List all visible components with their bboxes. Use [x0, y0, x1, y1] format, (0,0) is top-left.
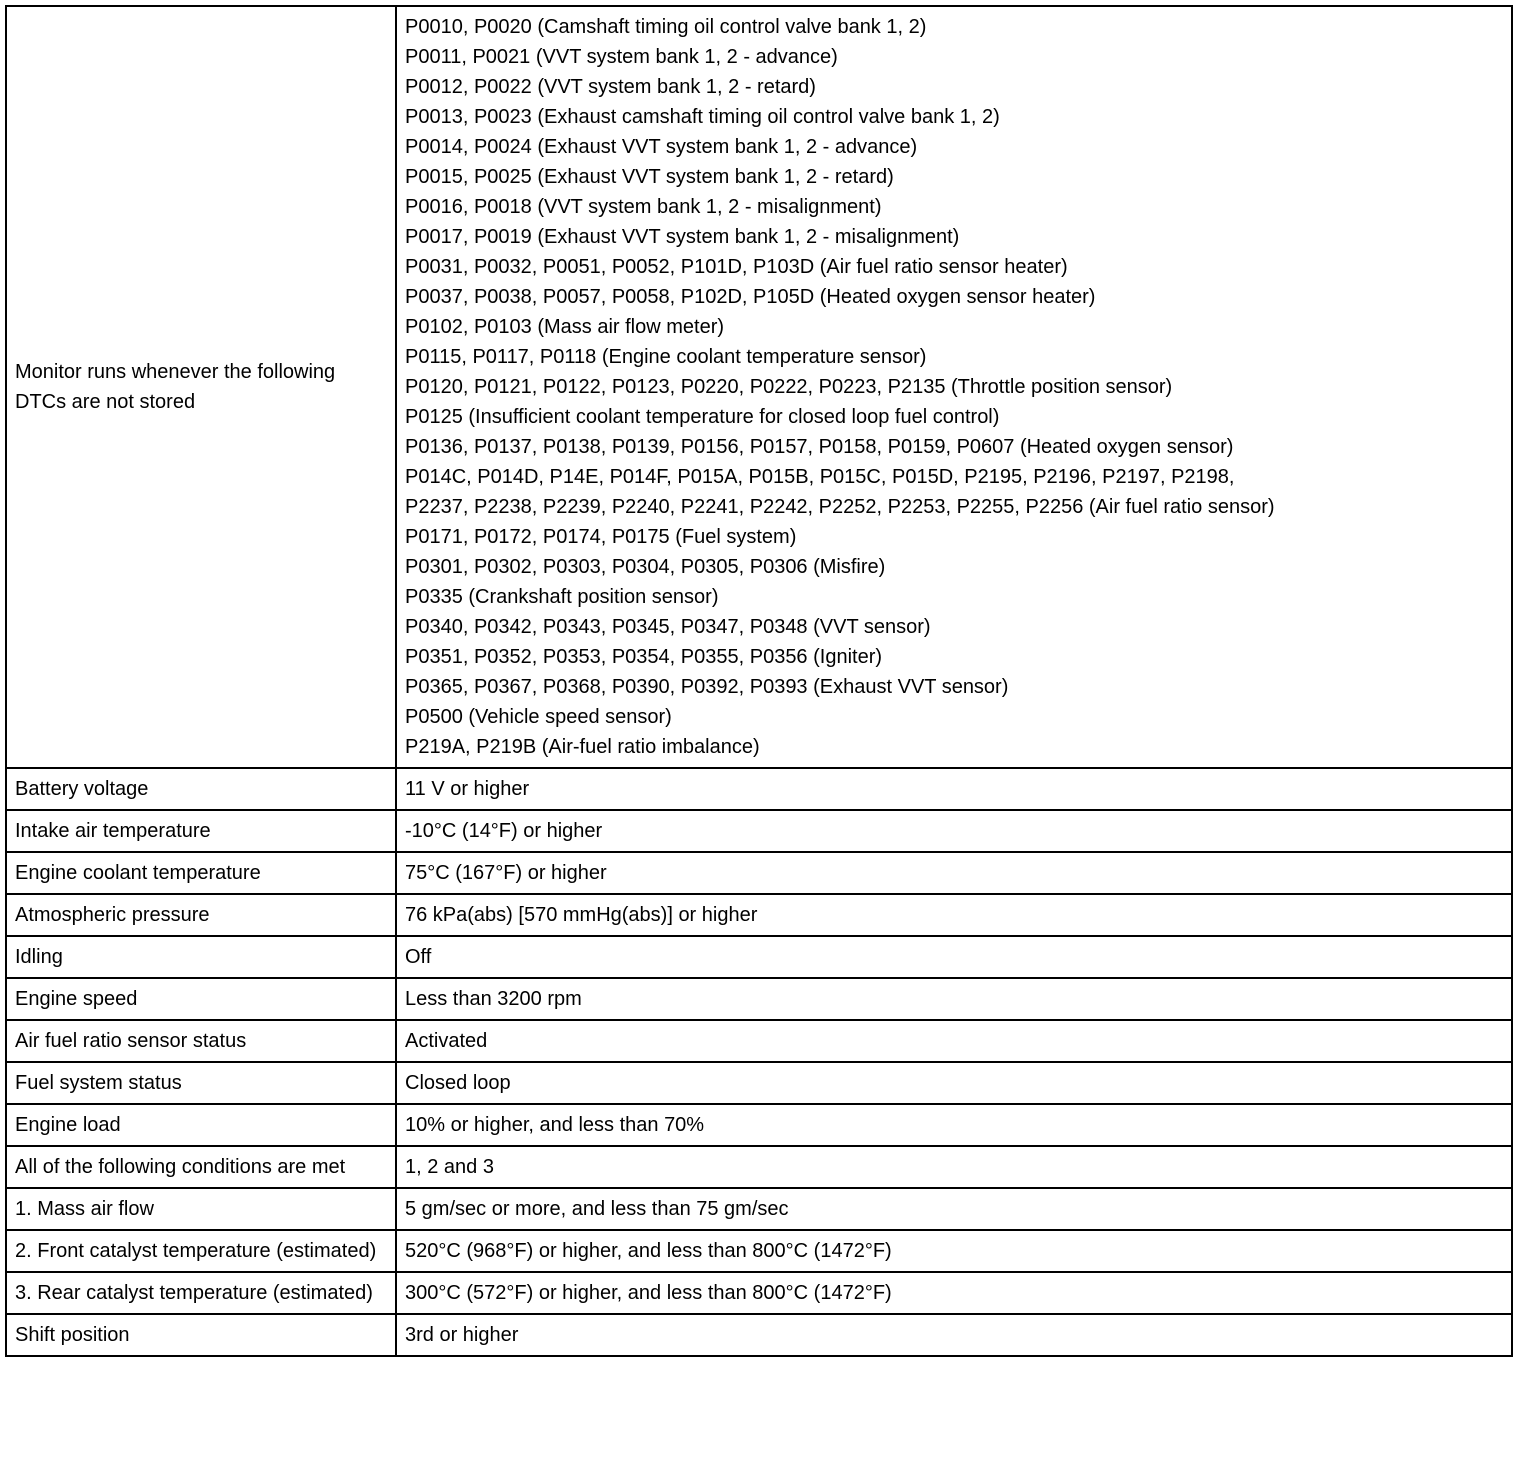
condition-value-cell — [396, 852, 1512, 894]
table-row — [6, 978, 1512, 1020]
condition-label-cell: Engine speed — [6, 978, 396, 1020]
conditions-table-body — [6, 6, 1512, 1356]
conditions-table — [5, 5, 1513, 1357]
table-row — [6, 1104, 1512, 1146]
value-line: Off — [405, 946, 432, 968]
condition-label-cell: Battery voltage — [6, 768, 396, 810]
condition-label-cell: Fuel system status — [6, 1062, 396, 1104]
value-line: P0301, P0302, P0303, P0304, P0305, P0306 (Misfire) — [405, 556, 886, 578]
value-line: P0171, P0172, P0174, P0175 (Fuel system) — [405, 526, 797, 548]
table-row — [6, 1230, 1512, 1272]
value-line: P0136, P0137, P0138, P0139, P0156, P0157, P0158, P0159, P0607 (Heated oxygen sensor) — [405, 436, 1234, 458]
condition-label-cell: 1. Mass air flow — [6, 1188, 396, 1230]
value-line: 520°C (968°F) or higher, and less than 800°C (1472°F) — [405, 1240, 892, 1262]
value-line: P0010, P0020 (Camshaft timing oil control valve bank 1, 2) — [405, 16, 927, 38]
condition-value-cell — [396, 6, 1512, 768]
value-line: 1, 2 and 3 — [405, 1156, 494, 1178]
value-line: 10% or higher, and less than 70% — [405, 1114, 705, 1136]
value-line: P0015, P0025 (Exhaust VVT system bank 1, 2 - retard) — [405, 166, 894, 188]
value-line: Closed loop — [405, 1072, 511, 1094]
value-line: P0335 (Crankshaft position sensor) — [405, 586, 719, 608]
table-row — [6, 810, 1512, 852]
value-line: P0031, P0032, P0051, P0052, P101D, P103D (Air fuel ratio sensor heater) — [405, 256, 1068, 278]
value-line: P0125 (Insufficient coolant temperature for closed loop fuel control) — [405, 406, 1000, 428]
condition-value-cell — [396, 1314, 1512, 1356]
condition-value-cell — [396, 1188, 1512, 1230]
table-row — [6, 936, 1512, 978]
table-row — [6, 852, 1512, 894]
table-row — [6, 6, 1512, 768]
table-row — [6, 1188, 1512, 1230]
value-line: 11 V or higher — [405, 778, 530, 800]
value-line: P0016, P0018 (VVT system bank 1, 2 - misalignment) — [405, 196, 882, 218]
condition-label-cell: Shift position — [6, 1314, 396, 1356]
value-line: 76 kPa(abs) [570 mmHg(abs)] or higher — [405, 904, 758, 926]
table-row — [6, 1146, 1512, 1188]
value-line: P0351, P0352, P0353, P0354, P0355, P0356 (Igniter) — [405, 646, 883, 668]
table-row — [6, 1020, 1512, 1062]
condition-label-cell: Air fuel ratio sensor status — [6, 1020, 396, 1062]
condition-value-cell — [396, 1146, 1512, 1188]
condition-value-cell — [396, 1104, 1512, 1146]
value-line: P0340, P0342, P0343, P0345, P0347, P0348 (VVT sensor) — [405, 616, 931, 638]
value-line: P0500 (Vehicle speed sensor) — [405, 706, 672, 728]
condition-value-cell — [396, 978, 1512, 1020]
value-line: P014C, P014D, P14E, P014F, P015A, P015B, P015C, P015D, P2195, P2196, P2197, P2198, — [405, 466, 1235, 488]
condition-label-cell: 3. Rear catalyst temperature (estimated) — [6, 1272, 396, 1314]
condition-value-cell — [396, 936, 1512, 978]
condition-value-cell — [396, 1020, 1512, 1062]
condition-value-cell — [396, 894, 1512, 936]
value-line: Activated — [405, 1030, 488, 1052]
value-line: P0365, P0367, P0368, P0390, P0392, P0393 (Exhaust VVT sensor) — [405, 676, 1009, 698]
condition-label-cell: Monitor runs whenever the following DTCs are not stored — [6, 6, 396, 768]
value-line: 5 gm/sec or more, and less than 75 gm/sec — [405, 1198, 789, 1220]
value-line: P219A, P219B (Air-fuel ratio imbalance) — [405, 736, 760, 758]
value-line: P0102, P0103 (Mass air flow meter) — [405, 316, 725, 338]
condition-label-cell: Engine load — [6, 1104, 396, 1146]
value-line: P2237, P2238, P2239, P2240, P2241, P2242, P2252, P2253, P2255, P2256 (Air fuel ratio sensor) — [405, 496, 1275, 518]
value-line: 300°C (572°F) or higher, and less than 800°C (1472°F) — [405, 1282, 892, 1304]
value-line: P0115, P0117, P0118 (Engine coolant temperature sensor) — [405, 346, 927, 368]
value-line: P0011, P0021 (VVT system bank 1, 2 - advance) — [405, 46, 838, 68]
value-line: P0120, P0121, P0122, P0123, P0220, P0222, P0223, P2135 (Throttle position sensor) — [405, 376, 1173, 398]
condition-label-cell: 2. Front catalyst temperature (estimated) — [6, 1230, 396, 1272]
value-line: P0012, P0022 (VVT system bank 1, 2 - retard) — [405, 76, 816, 98]
value-line: Less than 3200 rpm — [405, 988, 582, 1010]
value-line: P0013, P0023 (Exhaust camshaft timing oil control valve bank 1, 2) — [405, 106, 1000, 128]
condition-label-cell: Engine coolant temperature — [6, 852, 396, 894]
table-row — [6, 1272, 1512, 1314]
condition-value-cell — [396, 1062, 1512, 1104]
condition-label-cell: Atmospheric pressure — [6, 894, 396, 936]
condition-label-cell: Intake air temperature — [6, 810, 396, 852]
value-line: P0014, P0024 (Exhaust VVT system bank 1, 2 - advance) — [405, 136, 918, 158]
value-line: P0037, P0038, P0057, P0058, P102D, P105D (Heated oxygen sensor heater) — [405, 286, 1096, 308]
value-line: P0017, P0019 (Exhaust VVT system bank 1, 2 - misalignment) — [405, 226, 960, 248]
table-row — [6, 1314, 1512, 1356]
condition-label-cell: Idling — [6, 936, 396, 978]
table-row — [6, 1062, 1512, 1104]
value-line: -10°C (14°F) or higher — [405, 820, 603, 842]
condition-value-cell — [396, 1272, 1512, 1314]
condition-value-cell — [396, 768, 1512, 810]
condition-label-cell: All of the following conditions are met — [6, 1146, 396, 1188]
value-line: 3rd or higher — [405, 1324, 519, 1346]
condition-value-cell — [396, 810, 1512, 852]
condition-value-cell — [396, 1230, 1512, 1272]
table-row — [6, 768, 1512, 810]
value-line: 75°C (167°F) or higher — [405, 862, 607, 884]
table-row — [6, 894, 1512, 936]
